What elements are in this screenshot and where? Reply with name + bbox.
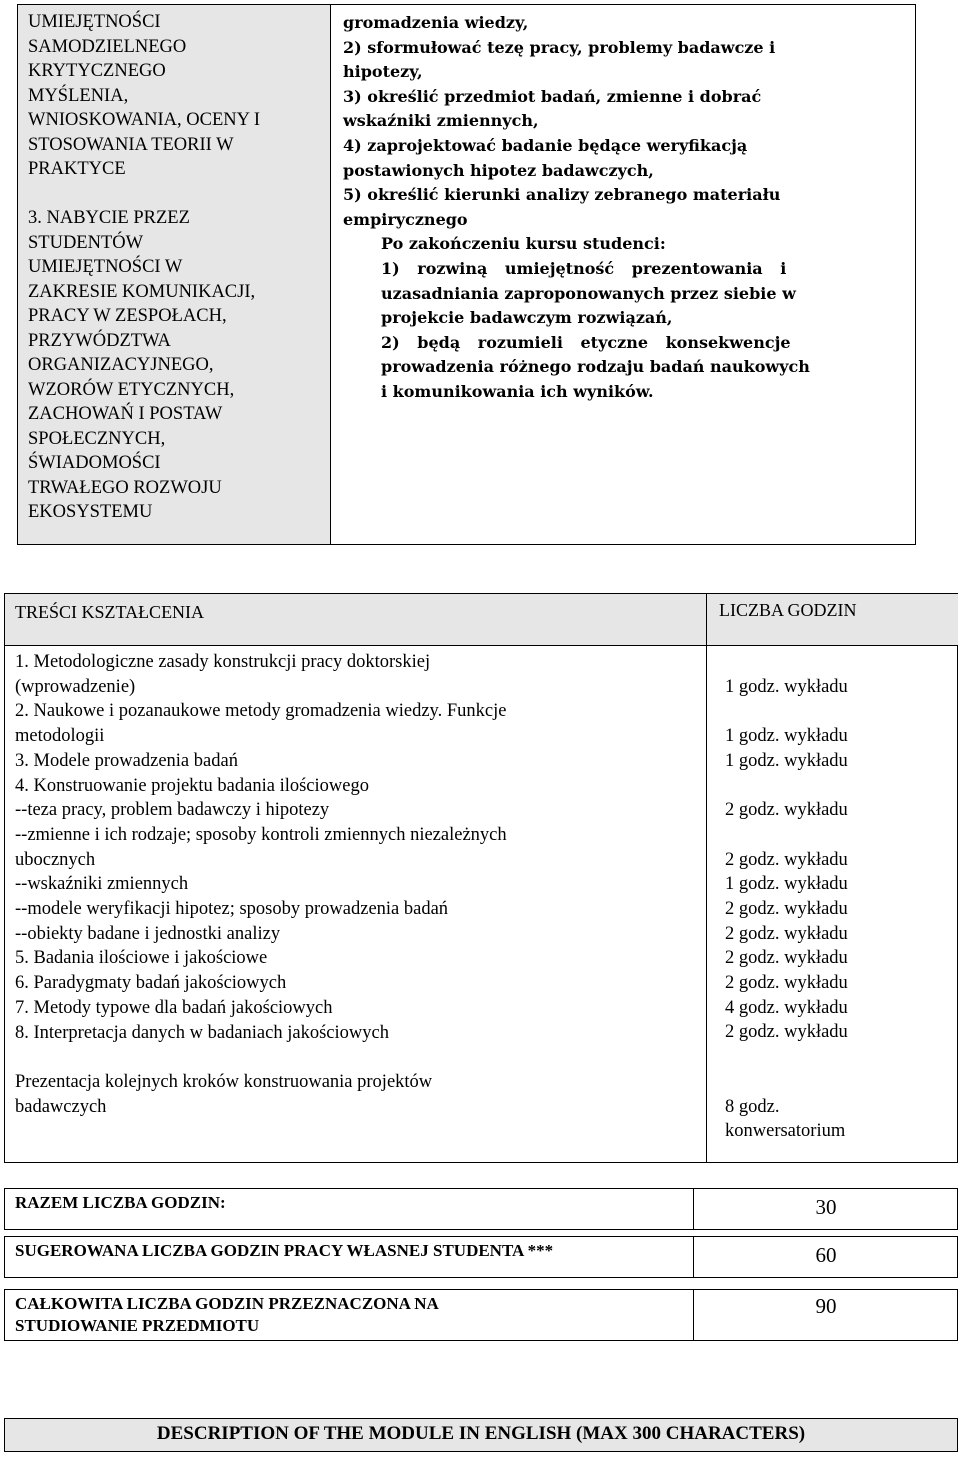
self-study-row xyxy=(4,1236,958,1278)
outcome-line: i komunikowania ich wyników. xyxy=(381,381,654,401)
hours-value: 1 godz. wykładu xyxy=(725,676,848,697)
topic-line: 1. Metodologiczne zasady konstrukcji pracy doktorskiej xyxy=(15,652,431,672)
topic-line: 6. Paradygmaty badań jakościowych xyxy=(15,973,287,994)
heading-line: SPOŁECZNYCH, xyxy=(28,428,166,449)
spacer xyxy=(15,1045,696,1070)
total-hours-value: 30 xyxy=(693,1189,958,1229)
topic-line: --wskaźniki zmiennych xyxy=(15,874,189,895)
hours-column xyxy=(707,646,958,1163)
heading-line: ZACHOWAŃ I POSTAW xyxy=(28,404,223,424)
heading-line: PRAKTYCE xyxy=(28,159,126,179)
skills-heading-2 xyxy=(28,10,320,182)
outcome-line: uzasadniania zaproponowanych przez siebie w xyxy=(381,283,796,303)
heading-line: STOSOWANIA TEORII W xyxy=(28,134,234,155)
hours-value: 8 godz. xyxy=(725,1096,780,1117)
outcome-line: Po zakończeniu kursu studenci: xyxy=(381,234,666,254)
outcome-line: projekcie badawczym rozwiązań, xyxy=(381,308,673,328)
hours-value: konwersatorium xyxy=(725,1121,846,1142)
topic-line: 8. Interpretacja danych w badaniach jakościowych xyxy=(15,1022,389,1043)
outcome-line: empirycznego xyxy=(343,209,468,229)
outcome-line: gromadzenia wiedzy, xyxy=(343,13,529,32)
topic-line: 7. Metody typowe dla badań jakościowych xyxy=(15,997,333,1018)
self-study-value: 60 xyxy=(693,1237,958,1277)
hours-value: 1 godz. wykładu xyxy=(725,726,848,747)
self-study-label: SUGEROWANA LICZBA GODZIN PRACY WŁASNEJ STUDENTA *** xyxy=(15,1241,554,1260)
hours-value: 4 godz. wykładu xyxy=(725,997,848,1018)
description-header: DESCRIPTION OF THE MODULE IN ENGLISH (MAX 300 CHARACTERS) xyxy=(4,1418,958,1452)
total-hours-label: RAZEM LICZBA GODZIN: xyxy=(15,1193,226,1212)
outcome-line: wskaźniki zmiennych, xyxy=(343,111,539,131)
spacer xyxy=(725,699,940,724)
topic-line: Prezentacja kolejnych kroków konstruowania projektów xyxy=(15,1071,433,1092)
outcome-line: 2) sformułować tezę pracy, problemy badawcze i xyxy=(343,37,776,57)
heading-line: UMIEJĘTNOŚCI W xyxy=(28,257,183,277)
outcome-line: prowadzenia różnego rodzaju badań naukowych xyxy=(381,357,810,377)
spacer xyxy=(725,1070,940,1095)
hours-value: 2 godz. wykładu xyxy=(725,1022,848,1043)
topics-column xyxy=(5,646,707,1163)
total-hours-row xyxy=(4,1188,958,1230)
heading-line: WZORÓW ETYCZNYCH, xyxy=(28,379,235,400)
skills-heading-3 xyxy=(28,206,320,525)
topic-line: 4. Konstruowanie projektu badania ilościowego xyxy=(15,775,369,796)
top-left-cell xyxy=(17,4,331,545)
topic-line: 3. Modele prowadzenia badań xyxy=(15,750,238,771)
hours-value: 2 godz. wykładu xyxy=(725,898,848,919)
overall-hours-value: 90 xyxy=(693,1290,958,1340)
heading-line: 3. NABYCIE PRZEZ xyxy=(28,208,190,228)
content-table xyxy=(4,593,958,1163)
heading-line: WNIOSKOWANIA, OCENY I xyxy=(28,110,261,130)
topic-line: --teza pracy, problem badawczy i hipotezy xyxy=(15,800,330,821)
learning-outcomes-list xyxy=(343,11,903,232)
topic-line: (wprowadzenie) xyxy=(15,676,136,697)
outcome-line: 3) określić przedmiot badań, zmienne i dobrać xyxy=(343,86,762,106)
outcome-line: 5) określić kierunki analizy zebranego materiału xyxy=(343,185,781,205)
hours-value: 2 godz. wykładu xyxy=(725,800,848,821)
outcome-line: 1) rozwiną umiejętność prezentowania i xyxy=(381,258,787,278)
heading-line: SAMODZIELNEGO xyxy=(28,36,187,57)
heading-line: PRACY W ZESPOŁACH, xyxy=(28,306,227,326)
spacer xyxy=(725,650,940,675)
hours-value: 1 godz. wykładu xyxy=(725,874,848,895)
overall-label-line: CAŁKOWITA LICZBA GODZIN PRZEZNACZONA NA xyxy=(15,1294,439,1313)
heading-line: STUDENTÓW xyxy=(28,232,144,253)
content-header: TREŚCI KSZTAŁCENIA xyxy=(5,594,707,646)
topic-line: 2. Naukowe i pozanaukowe metody gromadzenia wiedzy. Funkcje xyxy=(15,701,507,722)
hours-value: 2 godz. wykładu xyxy=(725,948,848,969)
heading-line: UMIEJĘTNOŚCI xyxy=(28,12,161,32)
spacer xyxy=(725,773,940,798)
hours-value: 1 godz. wykładu xyxy=(725,750,848,771)
heading-line: ZAKRESIE KOMUNIKACJI, xyxy=(28,281,256,302)
spacer xyxy=(725,823,940,848)
topic-line: metodologii xyxy=(15,726,105,747)
heading-line: MYŚLENIA, xyxy=(28,85,129,106)
hours-value: 2 godz. wykładu xyxy=(725,849,848,870)
topic-line: 5. Badania ilościowe i jakościowe xyxy=(15,948,268,969)
hours-value: 2 godz. wykładu xyxy=(725,923,848,944)
topic-line: --modele weryfikacji hipotez; sposoby prowadzenia badań xyxy=(15,899,449,920)
heading-line: ŚWIADOMOŚCI xyxy=(28,453,161,473)
heading-line: EKOSYSTEMU xyxy=(28,502,153,522)
heading-line: ORGANIZACYJNEGO, xyxy=(28,355,214,375)
topic-line: ubocznych xyxy=(15,849,96,870)
topic-line: --zmienne i ich rodzaje; sposoby kontroli zmiennych niezależnych xyxy=(15,824,507,845)
outcome-line: 4) zaprojektować badanie będące weryfikacją xyxy=(343,135,748,155)
course-outcomes-list xyxy=(343,232,903,404)
outcome-line: postawionych hipotez badawczych, xyxy=(343,160,654,180)
heading-line: PRZYWÓDZTWA xyxy=(28,330,171,351)
heading-line: TRWAŁEGO ROZWOJU xyxy=(28,477,222,498)
spacer xyxy=(725,1045,940,1070)
outcome-line: 2) będą rozumieli etyczne konsekwencje xyxy=(381,332,791,352)
overall-hours-label xyxy=(5,1290,693,1340)
outcome-line: hipotezy, xyxy=(343,62,423,82)
overall-label-line: STUDIOWANIE PRZEDMIOTU xyxy=(15,1316,260,1335)
topic-line: badawczych xyxy=(15,1096,107,1117)
hours-header: LICZBA GODZIN xyxy=(707,594,958,646)
heading-line: KRYTYCZNEGO xyxy=(28,61,166,81)
top-right-cell xyxy=(330,4,916,545)
hours-value: 2 godz. wykładu xyxy=(725,973,848,994)
overall-hours-row xyxy=(4,1289,958,1341)
topic-line: --obiekty badane i jednostki analizy xyxy=(15,923,281,944)
